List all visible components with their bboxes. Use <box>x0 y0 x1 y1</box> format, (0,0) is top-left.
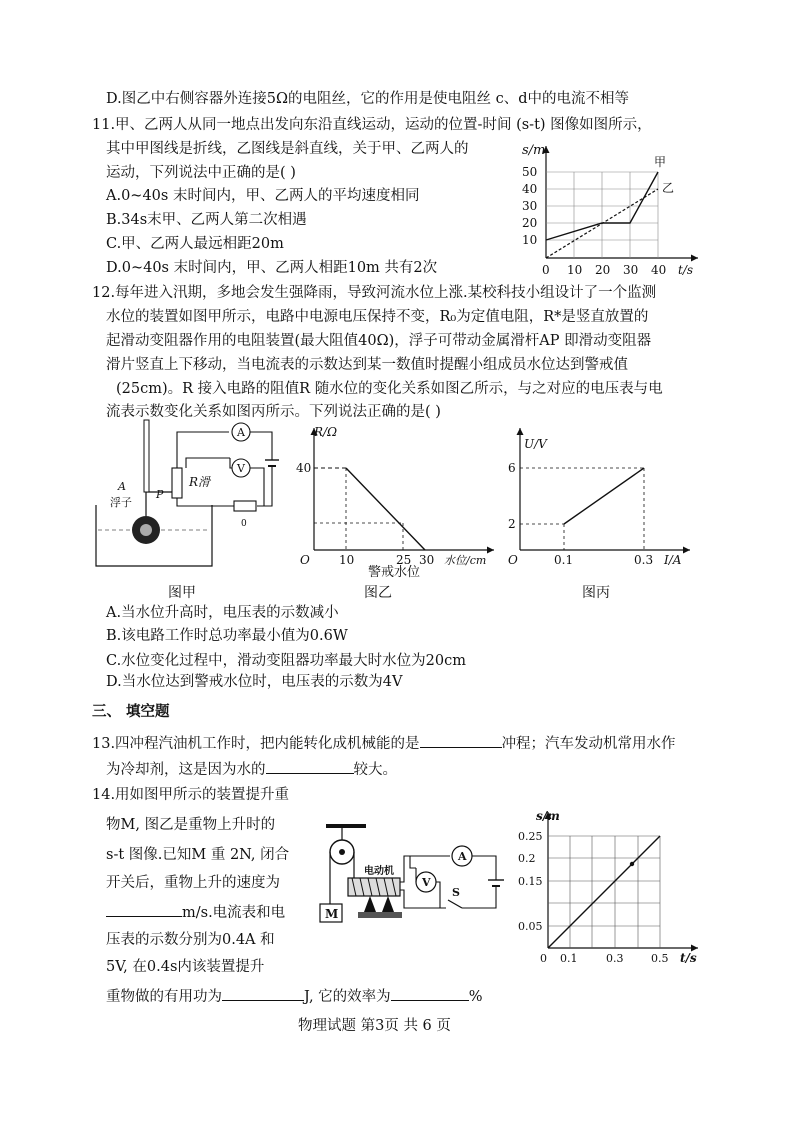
q12-circuit-figure <box>94 420 290 570</box>
q13-blank-1[interactable] <box>420 733 502 748</box>
x-label: t/s <box>680 951 697 965</box>
x-tick: 0.1 <box>554 553 574 567</box>
q11-stem-3: 运动，下列说法中正确的是( ) <box>106 165 296 181</box>
point-a: A <box>118 480 126 493</box>
q14-st-graph <box>520 806 720 966</box>
q14-line-7: 5V, 在0.4s内该装置提升 <box>106 959 265 975</box>
q11-option-c: C.甲、乙两人最远相距20m <box>106 236 284 252</box>
x-tick: 10 <box>339 553 355 567</box>
q12-option-d: D.当水位达到警戒水位时，电压表的示数为4V <box>106 674 403 690</box>
data-point <box>630 862 634 866</box>
q14-line-5 <box>106 902 285 923</box>
r-line <box>346 468 425 550</box>
label-jia: 甲 <box>654 155 667 169</box>
q12-stem-1: 12.每年进入汛期，多地会发生强降雨，导致河流水位上涨.某校科技小组设计了一个监测 <box>92 285 657 301</box>
q11-st-graph <box>508 138 708 280</box>
q10-option-d: D.图乙中右侧容器外连接5Ω的电阻丝，它的作用是使电阻丝 c、d中的电流不相等 <box>106 91 629 107</box>
x-tick: 40 <box>651 263 667 277</box>
st-line <box>548 836 660 948</box>
q12-option-b: B.该电路工作时总功率最小值为0.6W <box>106 628 348 644</box>
y-tick: 2 <box>508 517 516 531</box>
resistor-r0 <box>234 501 256 511</box>
q11-option-a: A.0~40s 末时间内，甲、乙两人的平均速度相同 <box>106 188 420 204</box>
x-tick: 0.3 <box>606 952 624 965</box>
voltmeter-label: V <box>422 876 431 889</box>
ceiling <box>326 824 366 828</box>
x-label: I/A <box>664 553 682 567</box>
switch-label: S <box>452 886 460 899</box>
q13-text: 冲程；汽车发动机常用水作 <box>501 736 676 752</box>
q14-text: m/s.电流表和电 <box>182 905 286 921</box>
voltmeter-label: V <box>237 462 245 475</box>
q11-stem-2: 其中甲图线是折线，乙图线是斜直线，关于甲、乙两人的 <box>106 141 469 157</box>
q14-line-6: 压表的示数分别为0.4A 和 <box>106 932 275 948</box>
y-tick: 6 <box>508 461 516 475</box>
q11-option-b: B.34s末甲、乙两人第二次相遇 <box>106 212 307 228</box>
q14-text: 重物做的有用功为 <box>106 989 222 1005</box>
y-tick: 50 <box>522 165 538 179</box>
q11-stem-1: 11.甲、乙两人从同一地点出发向东沿直线运动，运动的位置-时间 (s-t) 图像如图所示， <box>92 117 652 133</box>
x-tick: 20 <box>595 263 611 277</box>
y-tick: 0.15 <box>518 875 543 888</box>
x-tick: 10 <box>567 263 583 277</box>
q12-stem-4: 滑片竖直上下移动，当电流表的示数达到某一数值时提醒小组成员水位达到警戒值 <box>106 357 628 373</box>
y-tick: 20 <box>522 216 538 230</box>
q13-text: 为冷却剂，这是因为水的 <box>106 762 266 778</box>
origin: O <box>300 553 310 567</box>
q12-resistance-graph <box>298 420 498 580</box>
q12-stem-3: 起滑动变阻器作用的电阻装置(最大阻值40Ω)，浮子可带动金属滑杆AP 即滑动变阻器 <box>106 333 652 349</box>
float-label: 浮子 <box>110 496 132 509</box>
q12-stem-2: 水位的装置如图甲所示，电路中电源电压保持不变，R₀为定值电阻，R*是竖直放置的 <box>106 309 649 325</box>
caption-bing: 图丙 <box>582 585 610 601</box>
q12-stem-5: (25cm)。R 接入电路的阻值R 随水位的变化关系如图乙所示，与之对应的电压表与电 <box>116 381 663 397</box>
motor-base <box>358 912 402 918</box>
q14-line-3: s-t 图像.已知M 重 2N, 闭合 <box>106 847 290 863</box>
q12-option-c: C.水位变化过程中，滑动变阻器功率最大时水位为20cm <box>106 653 467 669</box>
q14-text: % <box>468 989 483 1005</box>
q13-text: 13.四冲程汽油机工作时，把内能转化成机械能的是 <box>92 736 420 752</box>
q14-blank-efficiency[interactable] <box>391 986 469 1001</box>
y-label: s/m <box>522 143 546 158</box>
caption-jia: 图甲 <box>168 585 196 601</box>
y-tick: 30 <box>522 199 538 213</box>
x-tick: 0.1 <box>560 952 578 965</box>
q14-apparatus-figure <box>312 820 510 955</box>
y-tick: 0.05 <box>518 920 543 933</box>
q14-blank-work[interactable] <box>222 986 304 1001</box>
y-label: R/Ω <box>314 425 338 439</box>
mass-label: M <box>325 907 339 921</box>
y-tick: 40 <box>296 461 312 475</box>
guide-rod <box>144 420 149 492</box>
y-tick: 10 <box>522 233 538 247</box>
q11-option-d: D.0~40s 末时间内，甲、乙两人相距10m 共有2次 <box>106 260 438 276</box>
page-footer: 物理试题 第3页 共 6 页 <box>298 1018 451 1034</box>
y-tick: 0.25 <box>518 830 543 843</box>
rheostat-r <box>172 468 182 498</box>
y-tick: 40 <box>522 182 538 196</box>
x-tick: 0 <box>542 263 550 277</box>
y-tick: 0.2 <box>518 852 536 865</box>
q13-blank-2[interactable] <box>266 759 354 774</box>
q12-stem-6: 流表示数变化关系如图丙所示。下列说法正确的是( ) <box>106 404 441 420</box>
q14-text: J, 它的效率为 <box>304 989 391 1005</box>
q12-option-a: A.当水位升高时，电压表的示数减小 <box>106 605 339 621</box>
ammeter-label: A <box>237 426 245 439</box>
q14-line-2: 物M, 图乙是重物上升时的 <box>106 817 276 833</box>
y-label: U/V <box>524 437 547 451</box>
x-tick: 30 <box>419 553 435 567</box>
x-tick: 0.3 <box>634 553 654 567</box>
q14-blank-speed[interactable] <box>106 902 182 917</box>
label-yi: 乙 <box>662 181 675 195</box>
q14-line-4: 开关后，重物上升的速度为 <box>106 875 280 891</box>
warning-level: 警戒水位 <box>368 565 421 580</box>
point-p: P <box>156 488 164 501</box>
q14-line-1: 14.用如图甲所示的装置提升重 <box>92 787 290 803</box>
ammeter-label: A <box>458 850 467 863</box>
y-label: s/m <box>536 809 560 823</box>
x-tick: 0 <box>540 952 547 965</box>
float-ball-highlight <box>140 524 152 536</box>
x-tick: 25 <box>396 553 412 567</box>
x-label: t/s <box>678 263 694 277</box>
caption-yi: 图乙 <box>364 585 392 601</box>
section-heading: 三、 填空题 <box>92 703 170 720</box>
x-tick: 30 <box>623 263 639 277</box>
q12-uv-graph <box>500 420 700 570</box>
switch-icon <box>448 900 462 908</box>
x-tick: 0.5 <box>651 952 669 965</box>
r0-label: 0 <box>241 519 247 529</box>
q13-line-1 <box>92 733 676 754</box>
origin: O <box>508 553 518 567</box>
motor-label: 电动机 <box>364 866 394 877</box>
q13-line-2 <box>106 759 397 780</box>
x-label: 水位/cm <box>444 554 487 567</box>
q13-text: 较大。 <box>353 762 397 778</box>
uv-line <box>564 468 644 524</box>
rheostat-label: R滑 <box>189 475 211 489</box>
q14-line-8 <box>106 986 482 1007</box>
